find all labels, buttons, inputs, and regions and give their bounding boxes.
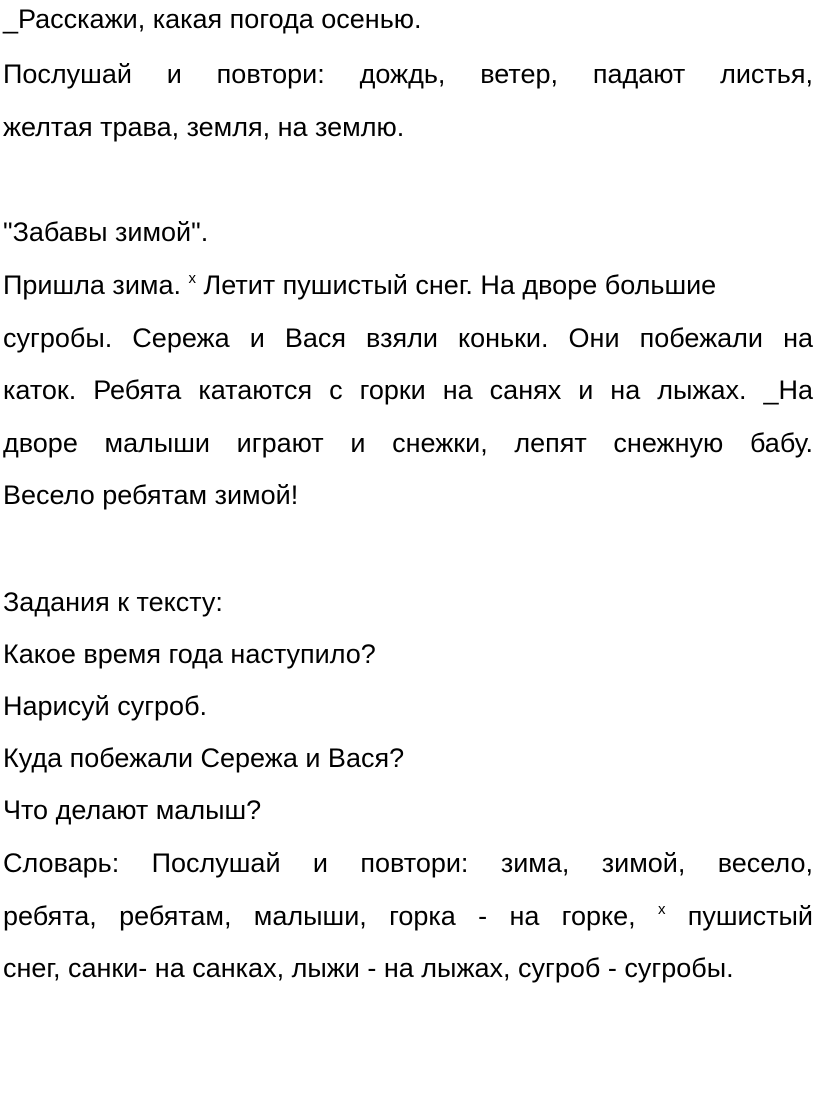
vocabulary-line-2-end: пушистый [687,901,813,931]
task-question-2: Нарисуй сугроб. [3,691,208,721]
footnote-mark: х [657,901,666,918]
task-question-1: Какое время года наступило? [3,639,376,669]
task-question-3: Куда побежали Сережа и Вася? [3,743,405,773]
vocabulary-line-3: снег, санки- на санках, лыжи - на лыжах, сугроб - сугробы. [3,953,734,983]
story-line-2: сугробы. Сережа и Вася взяли коньки. Они побежали на [3,323,813,353]
intro-line-1: _Расскажи, какая погода осенью. [3,4,422,34]
story-line-1-end: Летит пушистый снег. На дворе большие [203,270,717,300]
vocabulary-line-1: Словарь: Послушай и повтори: зима, зимой, весело, [3,848,813,878]
story-line-4: дворе малыши играют и снежки, лепят снежную бабу. [3,428,813,458]
story-title: "Забавы зимой". [3,217,209,247]
intro-line-3: желтая трава, земля, на землю. [3,112,405,142]
story-line-3: каток. Ребята катаются с горки на санях и на лыжах. _На [3,375,813,405]
footnote-mark: х [188,270,196,287]
vocabulary-line-2 [3,900,813,932]
story-line-1-start: Пришла зима. [3,270,181,300]
story-line-1 [3,269,813,301]
tasks-heading: Задания к тексту: [3,587,223,617]
task-question-4: Что делают малыш? [3,795,262,825]
vocabulary-line-2-start: ребята, ребятам, малыши, горка - на горке, [3,901,636,931]
intro-line-2: Послушай и повтори: дождь, ветер, падают листья, [3,59,813,89]
story-line-5: Весело ребятам зимой! [3,480,299,510]
